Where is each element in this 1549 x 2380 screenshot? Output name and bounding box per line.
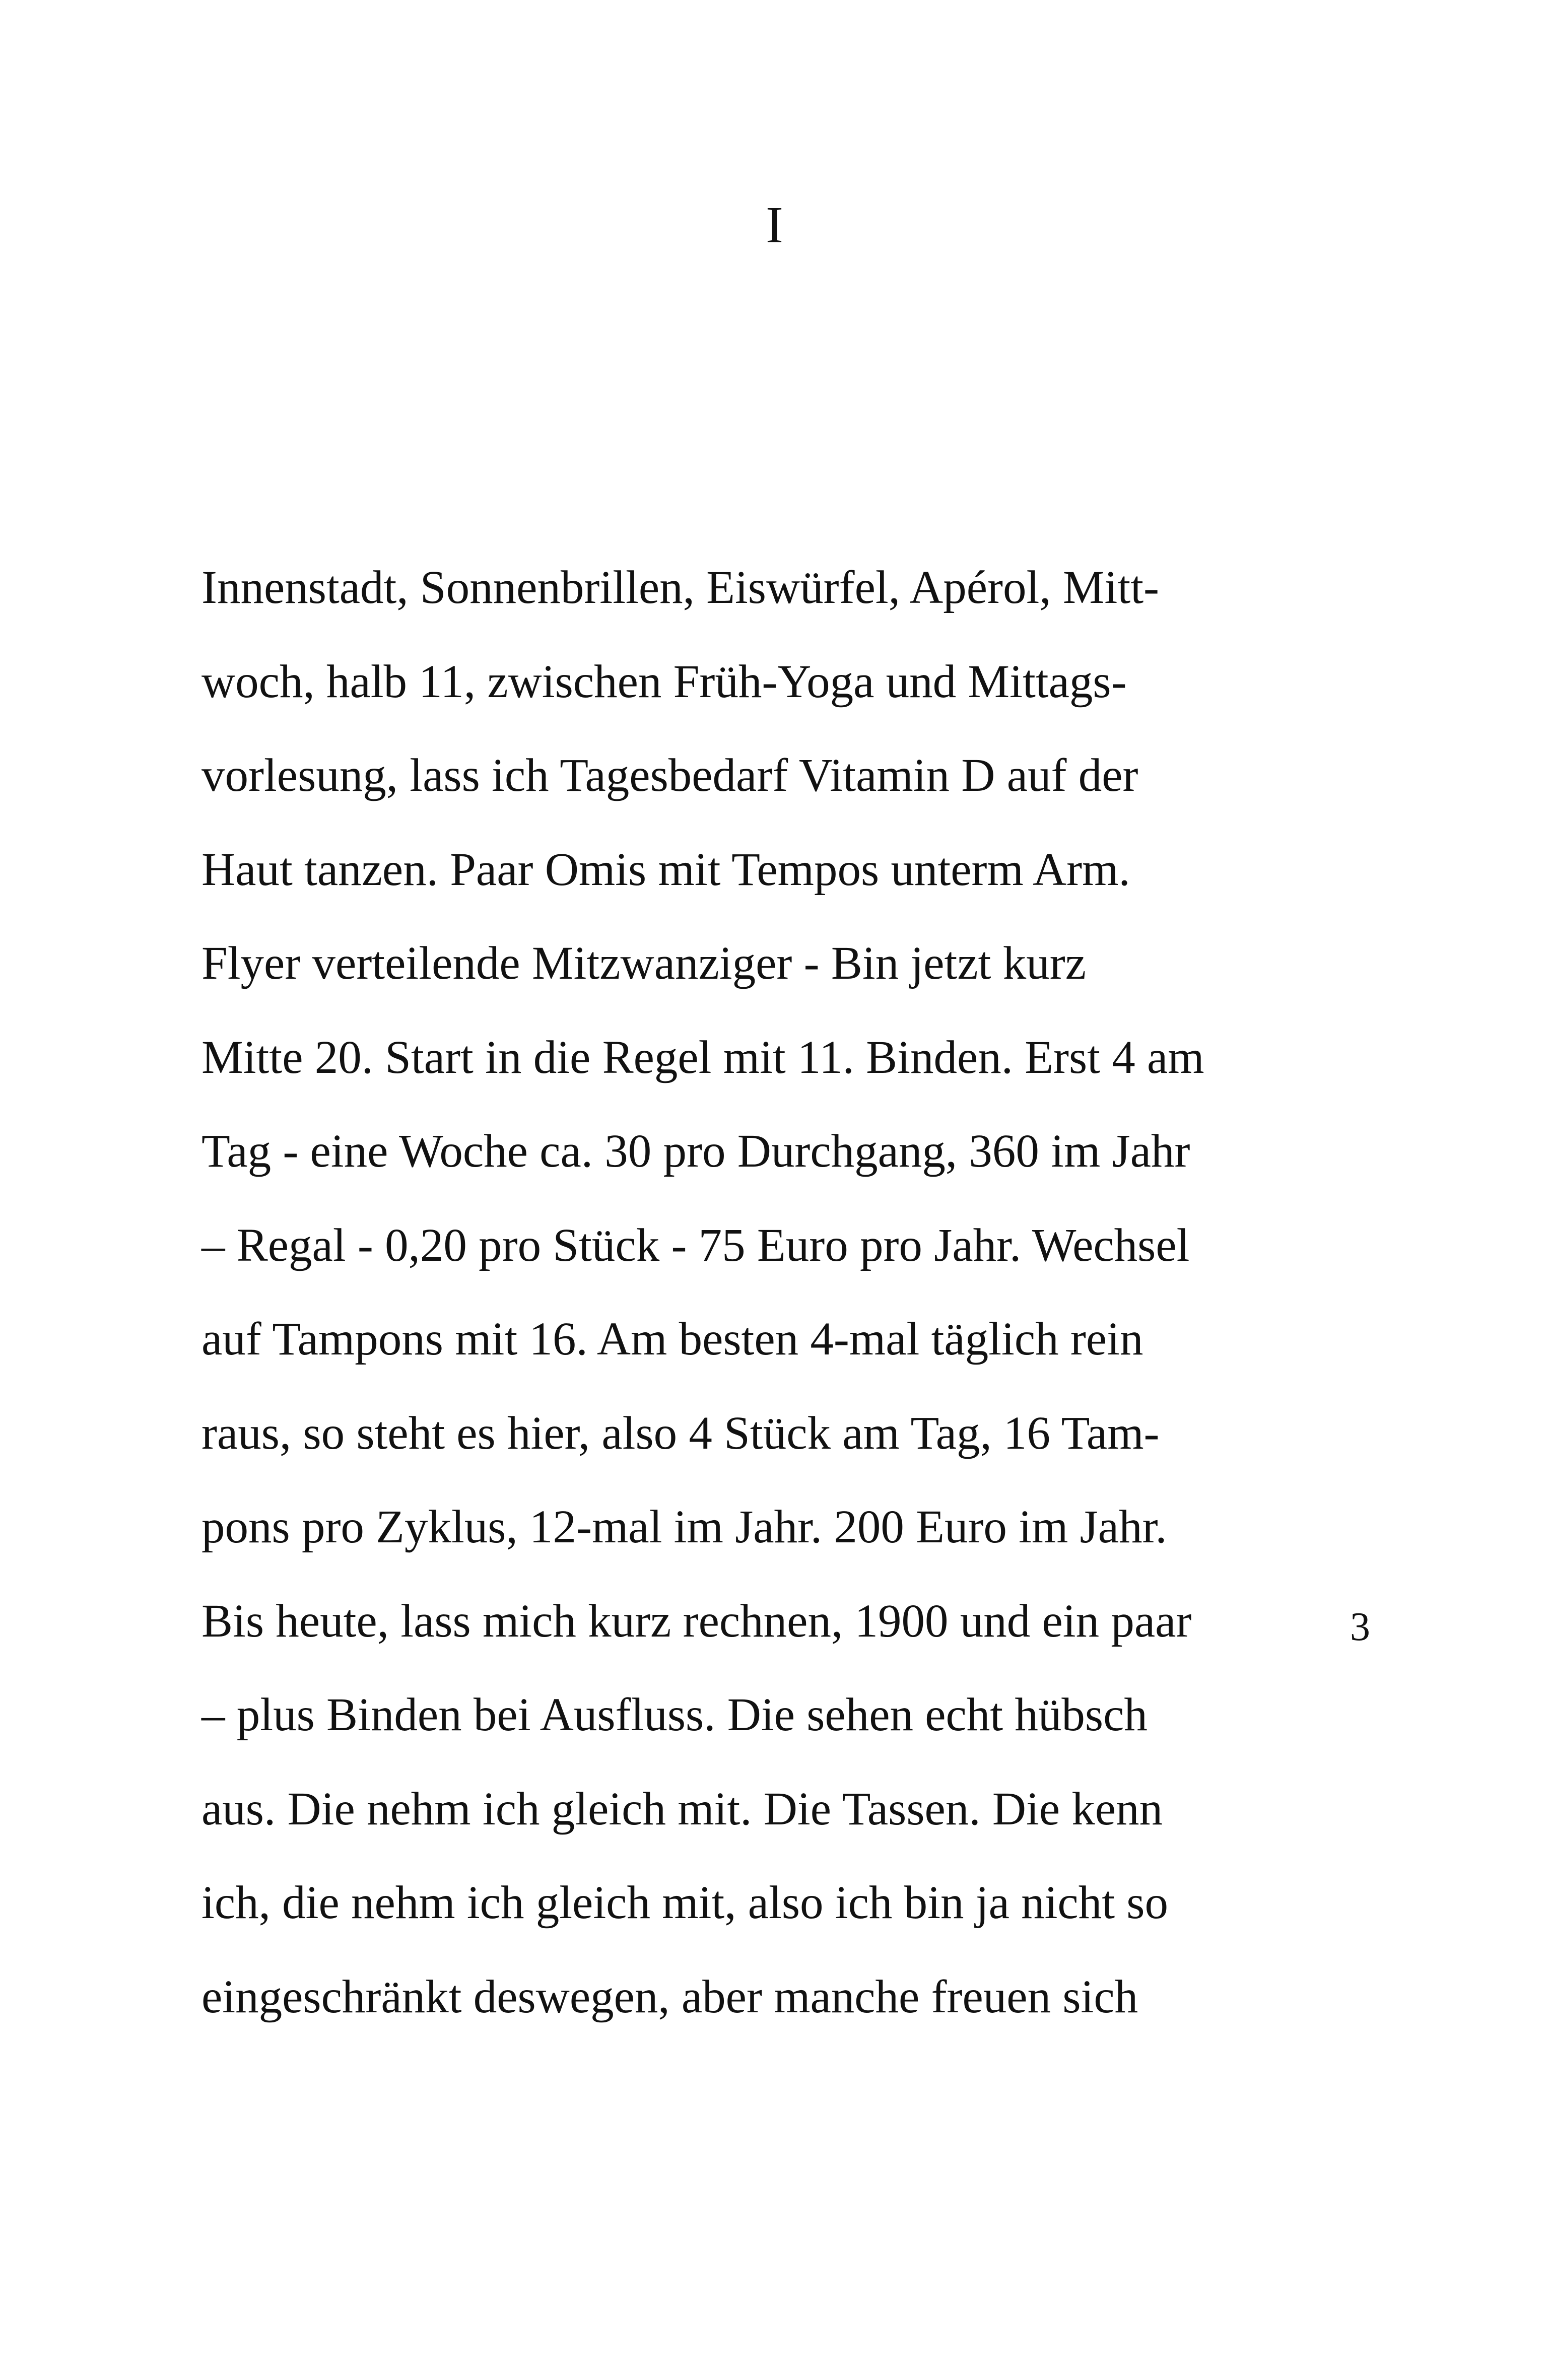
text-line: Haut tanzen. Paar Omis mit Tempos unterm Arm. xyxy=(201,843,1130,896)
page-number: 3 xyxy=(1350,1605,1370,1649)
text-line: Tag - eine Woche ca. 30 pro Durchgang, 360 im Jahr xyxy=(201,1125,1190,1177)
text-line: auf Tampons mit 16. Am besten 4-mal täglich rein xyxy=(201,1313,1143,1365)
text-line: pons pro Zyklus, 12-mal im Jahr. 200 Euro im Jahr. xyxy=(201,1501,1167,1553)
text-line: – plus Binden bei Ausfluss. Die sehen echt hübsch xyxy=(201,1689,1148,1741)
text-line: Innenstadt, Sonnenbrillen, Eiswürfel, Apérol, Mitt- xyxy=(201,562,1160,614)
text-line: Flyer verteilende Mitzwanziger - Bin jetzt kurz xyxy=(201,937,1087,989)
text-line: raus, so steht es hier, also 4 Stück am Tag, 16 Tam- xyxy=(201,1407,1160,1459)
text-line: Mitte 20. Start in die Regel mit 11. Binden. Erst 4 am xyxy=(201,1031,1204,1083)
text-line: – Regal - 0,20 pro Stück - 75 Euro pro Jahr. Wechsel xyxy=(201,1219,1190,1271)
body-text xyxy=(201,564,1375,2067)
chapter-heading: I xyxy=(766,196,783,254)
text-line: woch, halb 11, zwischen Früh-Yoga und Mittags- xyxy=(201,655,1127,708)
text-line: aus. Die nehm ich gleich mit. Die Tassen. Die kenn xyxy=(201,1783,1163,1835)
text-line: vorlesung, lass ich Tagesbedarf Vitamin D auf der xyxy=(201,750,1138,801)
text-line: Bis heute, lass mich kurz rechnen, 1900 und ein paar xyxy=(201,1595,1192,1647)
text-line: eingeschränkt deswegen, aber manche freuen sich xyxy=(201,1970,1138,2023)
text-line: ich, die nehm ich gleich mit, also ich bin ja nicht so xyxy=(201,1877,1168,1929)
